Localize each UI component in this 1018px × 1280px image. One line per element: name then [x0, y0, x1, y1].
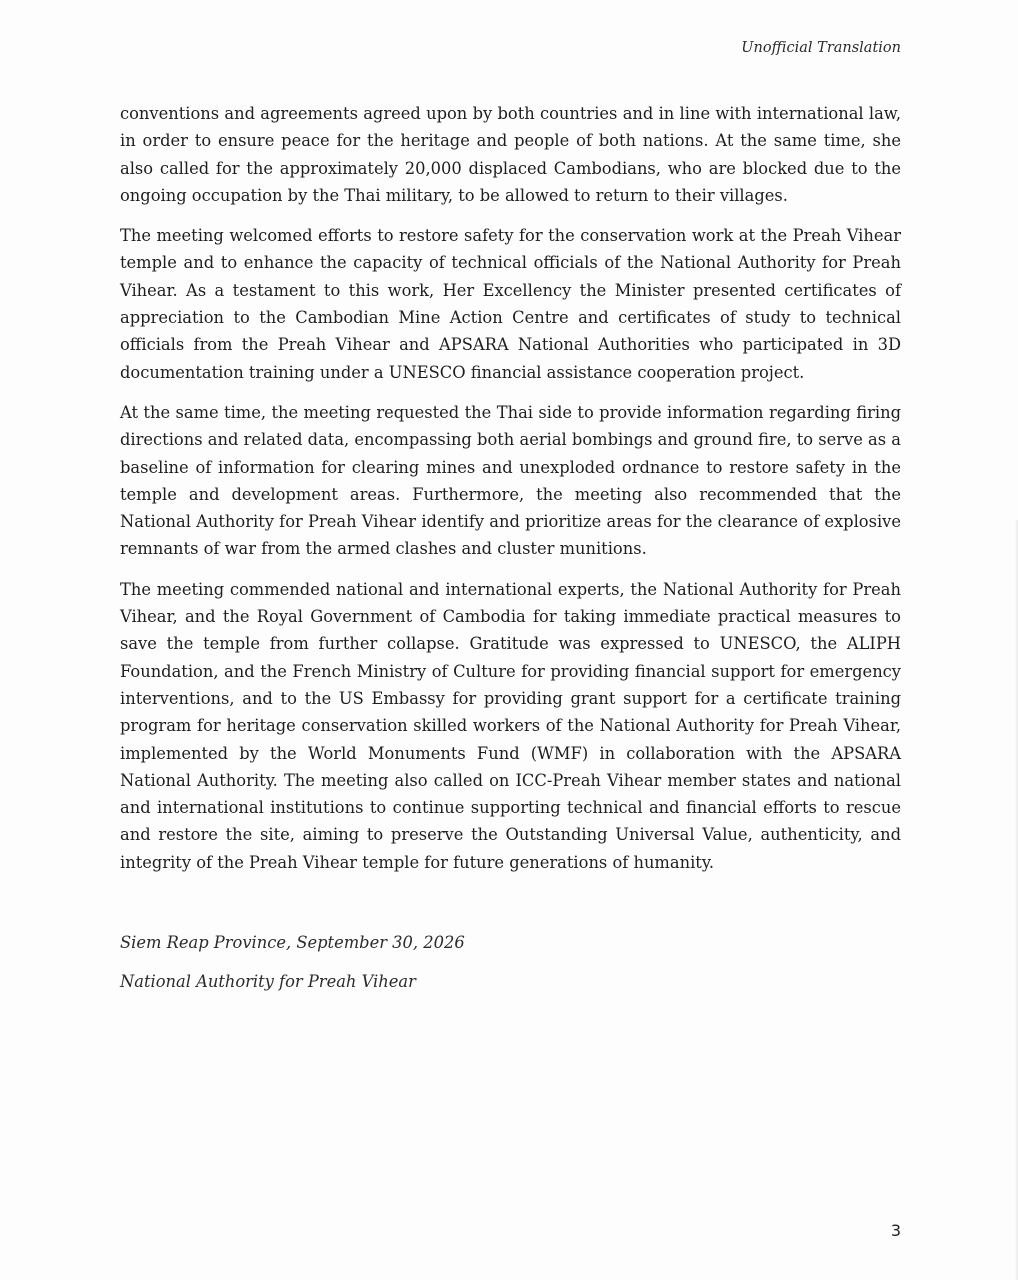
- paragraph-3: At the same time, the meeting requested the Thai side to provide information regarding firing directions and related data, encompassing both aerial bombings and ground fire, to serve as a baseline of information for clearing mines and unexploded ordnance to restore safety in the temple and development areas. Furthermore, the meeting also recommended that the National Authority for Preah Vihear identify and prioritize areas for the clearance of explosive remnants of war from the armed clashes and cluster munitions.: [120, 402, 901, 559]
- paragraph-1: conventions and agreements agreed upon by both countries and in line with international law, in order to ensure peace for the heritage and people of both nations. At the same time, she also called for the approximately 20,000 displaced Cambodians, who are blocked due to the ongoing occupation by the Thai military, to be allowed to return to their villages.: [120, 104, 901, 205]
- paragraph-4: The meeting commended national and international experts, the National Authority for Preah Vihear, and the Royal Government of Cambodia for taking immediate practical measures to save the temple from further collapse. Gratitude was expressed to UNESCO, the ALIPH Foundation, and the French Ministry of Culture for providing financial support for emergency interventions, and to the US Embassy for providing grant support for a certificate training program for heritage conservation skilled workers of the National Authority for Preah Vihear, implemented by the World Monuments Fund (WMF) in collaboration with the APSARA National Authority. The meeting also called on ICC-Preah Vihear member states and national and international institutions to continue supporting technical and financial efforts to rescue and restore the site, aiming to preserve the Outstanding Universal Value, authenticity, and integrity of the Preah Vihear temple for future generations of humanity.: [120, 579, 901, 872]
- signature-authority: National Authority for Preah Vihear: [120, 972, 416, 991]
- paragraph-2: The meeting welcomed efforts to restore safety for the conservation work at the Preah Vihear temple and to enhance the capacity of technical officials of the National Authority for Preah Vihear. As a testament to this work, Her Excellency the Minister presented certificates of appreciation to the Cambodian Mine Action Centre and certificates of study to technical officials from the Preah Vihear and APSARA National Authorities who participated in 3D documentation training under a UNESCO financial assistance cooperation project.: [120, 226, 901, 382]
- signature-place-date: Siem Reap Province, September 30, 2026: [120, 933, 465, 952]
- page-number: 3: [890, 1221, 901, 1240]
- signature-block: [120, 930, 465, 1008]
- unofficial-translation-note: Unofficial Translation: [741, 40, 901, 56]
- document-body: [120, 100, 901, 889]
